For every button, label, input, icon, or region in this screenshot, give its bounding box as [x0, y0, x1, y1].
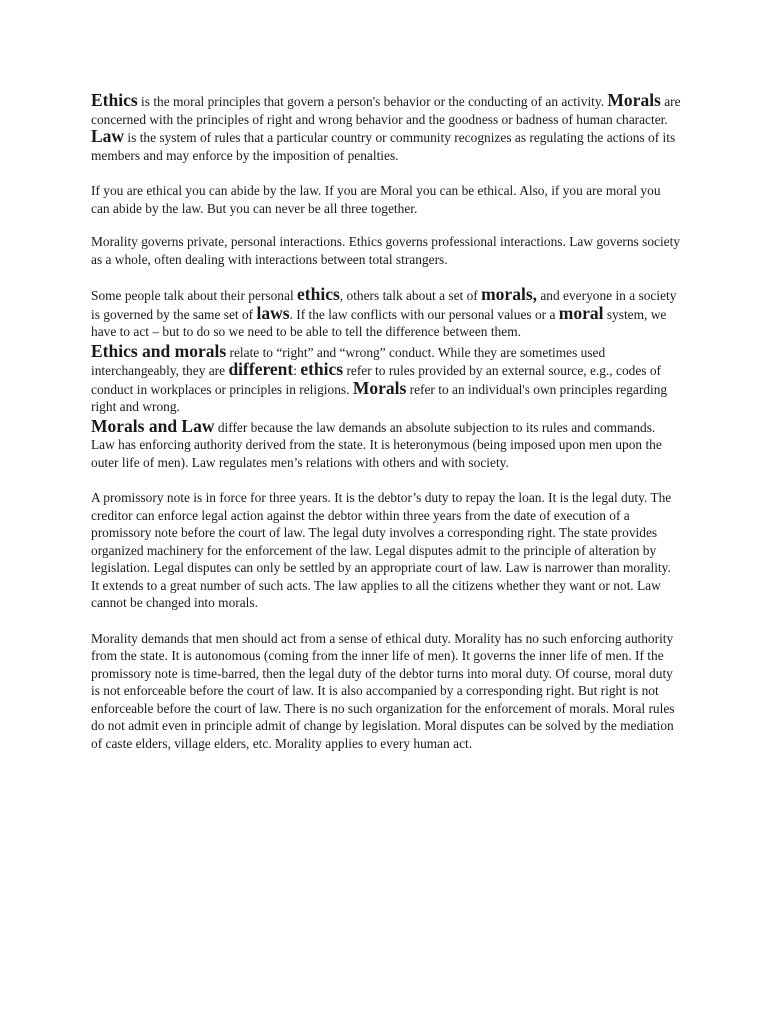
paragraph-ethics-and-morals	[91, 340, 681, 416]
text-segment: , others talk about a set of	[339, 288, 482, 303]
text-segment: relate to “right” and “wrong” conduct. While they are sometimes used interchangeably, they are	[91, 344, 606, 378]
paragraph-morality: Morality demands that men should act from a sense of ethical duty. Morality has no such enforcing authority from the state. It is autonomous (coming from the inner life of men). It governs the inner life of men. If the promissory note is time-barred, then the legal duty of the debtor turns into moral duty. Of course, moral duty is not enforceable before the court of law. It is also accompanied by a corresponding right. But right is not enforceable before the court of law. There is no such organization for the enforcement of morals. Moral rules do not admit even in principle admit of change by legislation. Moral disputes can be solved by the mediation of caste elders, village elders, etc. Morality applies to every human act.	[91, 630, 675, 751]
text-segment: . If the law conflicts with our personal values or a	[289, 306, 559, 322]
text-segment: refer to an individual's own principles regarding right and wrong.	[91, 381, 668, 414]
paragraph-personal	[91, 286, 681, 341]
term-ethics: ethics	[300, 359, 344, 379]
text-segment: system, we have to act – but to do so we need to be able to tell the difference between them.	[91, 306, 667, 339]
term-morals: morals,	[481, 284, 538, 304]
paragraph-definitions	[91, 92, 681, 164]
term-morals: Morals	[352, 377, 407, 398]
text-segment: and everyone in a society is governed by the same set of	[91, 288, 677, 322]
text-segment: :	[293, 363, 301, 378]
text-segment: is the system of rules that a particular country or community recognizes as regulating the actions of its members and may enforce by the imposition of penalties.	[91, 130, 676, 163]
term-laws: laws	[256, 302, 290, 323]
text-segment: is the moral principles that govern a person's behavior or the conducting of an activity.	[137, 94, 608, 109]
term-moral: moral	[558, 302, 604, 323]
document-body	[91, 92, 681, 752]
term-ethics: ethics	[297, 284, 340, 304]
paragraph-governs: Morality governs private, personal interactions. Ethics governs professional interactions. Law governs society as a whole, often dealing with interactions between total strangers.	[91, 234, 681, 267]
paragraph-abide: If you are ethical you can abide by the law. If you are Moral you can be ethical. Also, if you are moral you can abide by the law. But you can never be all three together.	[91, 183, 661, 216]
text-segment: refer to rules provided by an external source, e.g., codes of conduct in workplaces or principles in religions.	[91, 363, 661, 397]
term-different: different	[228, 359, 294, 379]
text-segment: are concerned with the principles of right and wrong behavior and the goodness or badness of human character.	[91, 94, 681, 127]
text-segment: Some people talk about their personal	[91, 288, 298, 303]
term-ethics-and-morals: Ethics and morals	[91, 340, 227, 361]
term-morals: Morals	[607, 90, 661, 110]
term-ethics: Ethics	[91, 90, 138, 110]
term-law: Law	[91, 126, 125, 146]
paragraph-morals-and-law	[91, 415, 681, 472]
text-segment: differ because the law demands an absolute subjection to its rules and commands. Law has enforcing authority derived from the state. It is heteronymous (being imposed upon men upon the outer life of men). Law regulates men’s relations with others and with society.	[91, 419, 662, 470]
paragraph-promissory-note: A promissory note is in force for three years. It is the debtor’s duty to repay the loan. It is the legal duty. The creditor can enforce legal action against the debtor within three years from the date of execution of a promissory note before the court of law. The legal duty involves a corresponding right. The state provides organized machinery for the enforcement of the law. Legal disputes admit to the principle of alteration by legislation. Legal disputes can only be settled by an appropriate court of law. Law is narrower than morality. It extends to a great number of such acts. The law applies to all the citizens whether they want or not. Law cannot be changed into morals.	[91, 490, 672, 610]
term-morals-and-law: Morals and Law	[91, 415, 215, 436]
